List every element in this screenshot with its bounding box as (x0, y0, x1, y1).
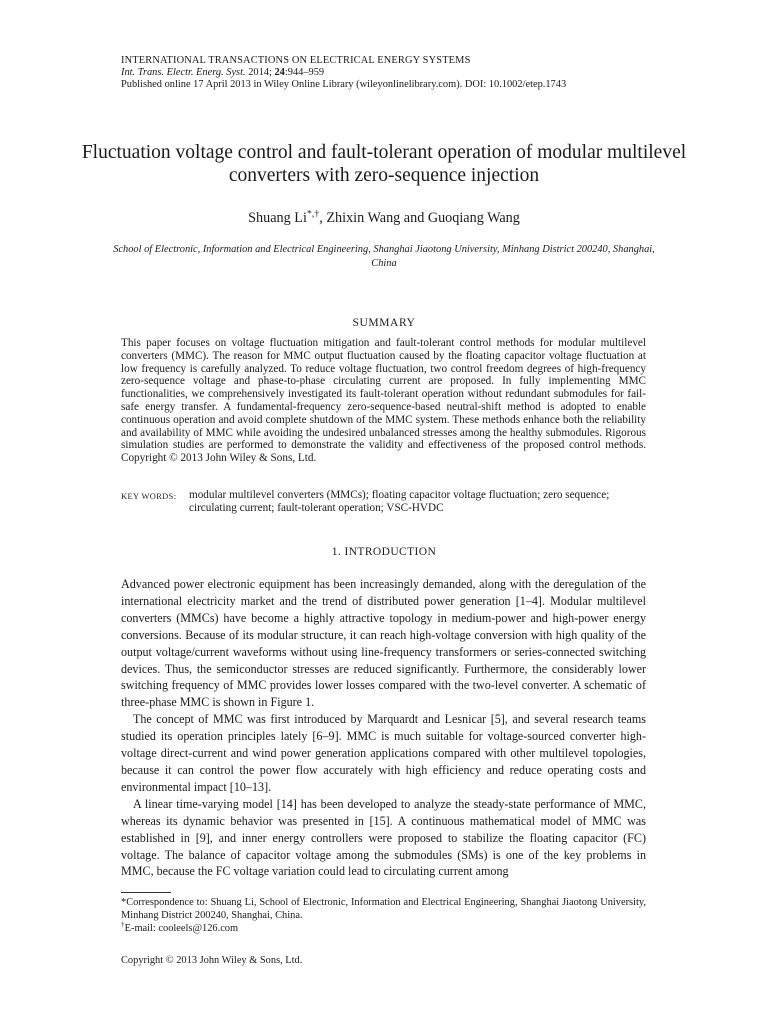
author-list (60, 210, 708, 227)
correspondence-footnote: *Correspondence to: Shuang Li, School of Electronic, Information and Electrical Engineering, Shanghai Jiaotong University, Minhang District 200240, Shanghai, China. (121, 897, 646, 921)
footnotes (121, 896, 646, 935)
copyright-notice: Copyright © 2013 John Wiley & Sons, Ltd. (121, 955, 303, 966)
intro-paragraph: The concept of MMC was first introduced by Marquardt and Lesnicar [5], and several research teams studied its operation principles lately [6–9]. MMC is much suitable for voltage-sourced converter high-voltage direct-current and wind power generation applications compared with other multilevel topologies, because it can control the power flow accurately with high efficiency and reduce operating costs and environmental impact [10–13]. (121, 712, 646, 794)
journal-abbrev: Int. Trans. Electr. Energ. Syst. (121, 67, 246, 78)
journal-name: INTERNATIONAL TRANSACTIONS ON ELECTRICAL ENERGY SYSTEMS (121, 55, 471, 66)
keywords-block (121, 489, 646, 515)
email-footnote (121, 922, 646, 935)
journal-citation (121, 67, 681, 79)
keywords-text: modular multilevel converters (MMCs); floating capacitor voltage fluctuation; zero sequence; circulating current; fault-tolerant operation; VSC-HVDC (189, 489, 610, 514)
journal-pages: :944–959 (284, 67, 325, 78)
introduction-body (121, 576, 646, 880)
summary-heading: SUMMARY (352, 317, 416, 329)
keywords-label: KEY WORDS: (121, 492, 177, 501)
footnote-rule (121, 892, 171, 893)
email-text: E-mail: cooleels@126.com (124, 923, 239, 934)
author-marks: *,† (306, 208, 320, 220)
publication-info: Published online 17 April 2013 in Wiley Online Library (wileyonlinelibrary.com). DOI: 10.1002/etep.1743 (121, 79, 567, 90)
coauthors: , Zhixin Wang and Guoqiang Wang (319, 210, 520, 226)
email-mark: † (121, 920, 125, 929)
summary-text: This paper focuses on voltage fluctuation mitigation and fault-tolerant control methods for modular multilevel converters (MMC). The reason for MMC output fluctuation caused by the floating capacitor voltage fluctuation at low frequency is carefully analyzed. To reduce voltage fluctuation, two control freedom degrees of high-frequency zero-sequence voltage and phase-to-phase circulating current are proposed. In fully implementing MMC functionalities, we comprehensively investigated its fault-tolerant operation without redundant submodules for fail-safe energy transfer. A fundamental-frequency zero-sequence-based neutral-shift method is adopted to enable continuous operation and avoid complete shutdown of the MMC system. These methods enhance both the reliability and availability of MMC while avoiding the undesired unbalanced stresses among the healthy submodules. Rigorous simulation studies are performed to demonstrate the validity and effectiveness of the proposed control methods. Copyright © 2013 John Wiley & Sons, Ltd. (121, 337, 646, 465)
intro-paragraph: A linear time-varying model [14] has been developed to analyze the steady-state performance of MMC, whereas its dynamic behavior was presented in [15]. A continuous mathematical model of MMC was established in [9], and inner energy controllers were proposed to stabilize the floating capacitor (FC) voltage. The balance of capacitor voltage among the submodules (SMs) is one of the key problems in MMC, because the FC voltage variation could lead to circulating current among (121, 796, 646, 879)
author-corresponding: Shuang Li (248, 210, 307, 226)
affiliation: School of Electronic, Information and Electrical Engineering, Shanghai Jiaotong University, Minhang District 200240, Shanghai, China (113, 244, 655, 269)
paper-title: Fluctuation voltage control and fault-tolerant operation of modular multilevel converters with zero-sequence injection (81, 142, 687, 186)
section-heading-introduction: 1. INTRODUCTION (331, 546, 437, 558)
intro-paragraph: Advanced power electronic equipment has been increasingly demanded, along with the deregulation of the international electricity market and the trend of distributed power generation [1–4]. Modular multilevel converters (MMCs) have become a highly attractive topology in medium-power and high-power energy conversions. Because of its modular structure, it can reach high-voltage conversion with high quality of the output voltage/current waveforms without using line-frequency transformers or series-connected switching devices. Thus, the semiconductor stresses are reduced significantly. Furthermore, the considerably lower switching frequency of MMC provides lower losses compared with the two-level converter. A schematic of three-phase MMC is shown in Figure 1. (121, 577, 646, 710)
journal-volume: 24 (274, 67, 285, 78)
journal-header (121, 55, 681, 91)
journal-year: 2014; (245, 67, 275, 78)
